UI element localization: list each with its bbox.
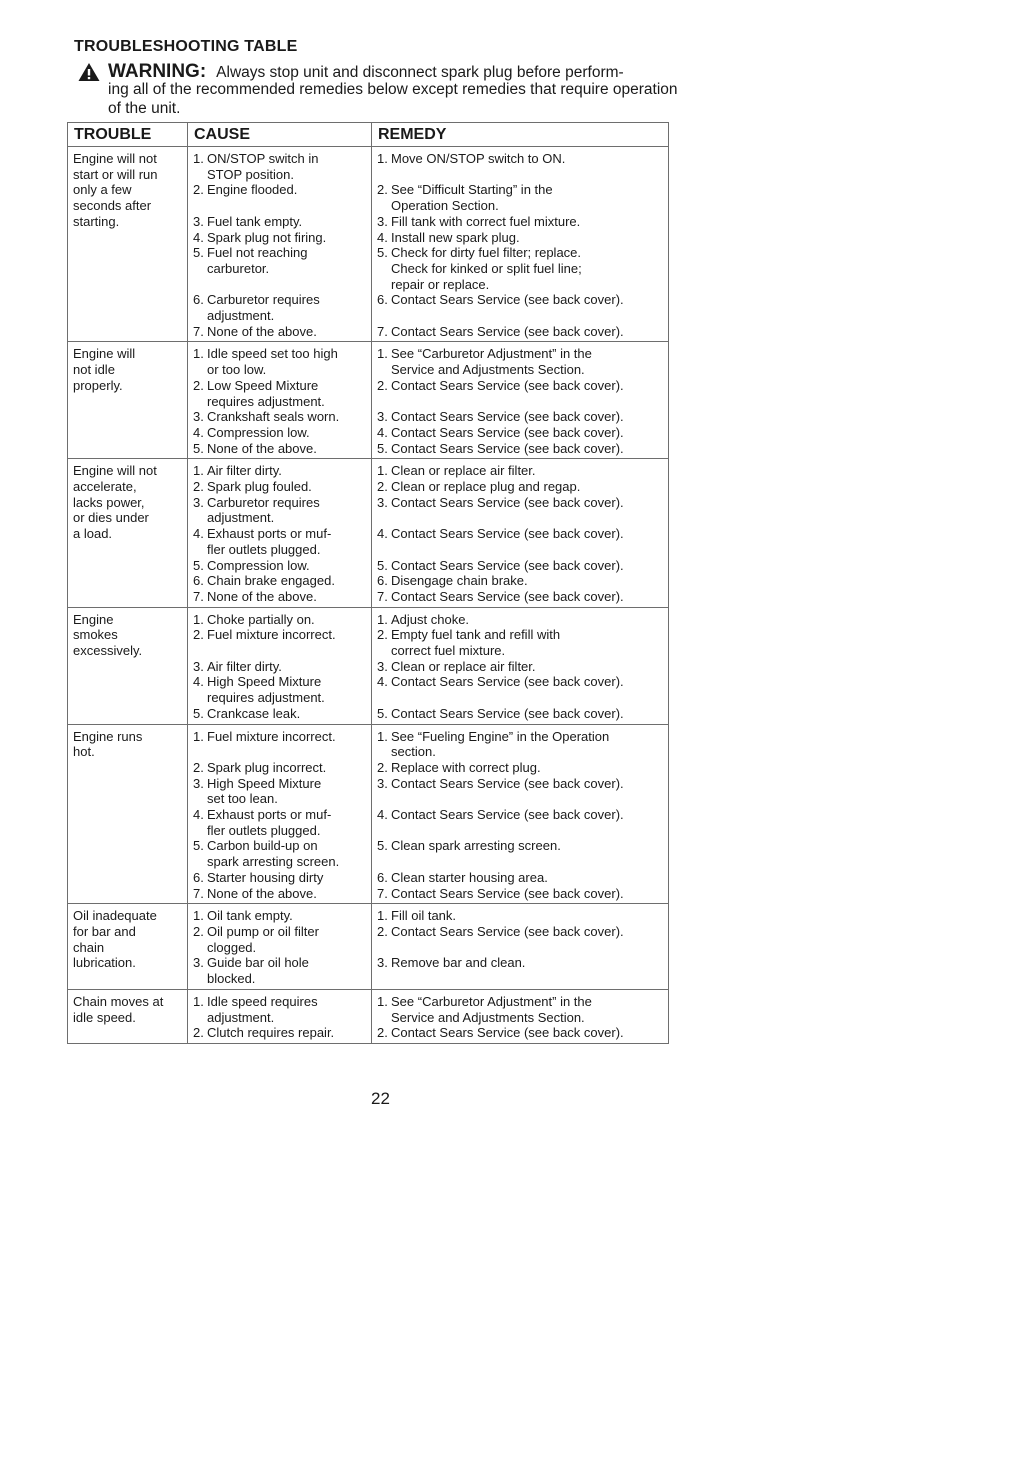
trouble-text: Engine will not accelerate, lacks power, or dies under a load. bbox=[73, 463, 157, 542]
cause-item-number: 1. bbox=[193, 151, 204, 166]
remedy-item-number: 7. bbox=[377, 588, 388, 604]
cause-item bbox=[193, 955, 367, 986]
remedy-item bbox=[377, 526, 664, 542]
remedy-item bbox=[377, 409, 664, 425]
cause-item-text: High Speed Mixture requires adjustment. bbox=[207, 674, 325, 706]
remedy-item bbox=[377, 182, 664, 213]
remedy-item bbox=[377, 378, 664, 394]
cause-item-text: Idle speed set too high or too low. bbox=[207, 346, 338, 378]
cause-item-text: Oil tank empty. bbox=[207, 908, 293, 924]
cause-item-text: None of the above. bbox=[207, 440, 317, 456]
remedy-item-text: Contact Sears Service (see back cover). bbox=[391, 377, 624, 393]
cause-item-text: Choke partially on. bbox=[207, 611, 315, 627]
remedy-item-text: Contact Sears Service (see back cover). bbox=[391, 807, 624, 823]
remedy-item-text: Check for dirty fuel filter; replace. Check for kinked or split fuel line; repair or replace. bbox=[391, 245, 582, 292]
remedy-item-text: Clean spark arresting screen. bbox=[391, 838, 561, 854]
remedy-item-text: See “Difficult Starting” in the Operation Section. bbox=[391, 182, 553, 214]
cause-item-number: 2. bbox=[193, 759, 204, 775]
cause-item bbox=[193, 378, 367, 409]
remedy-item bbox=[377, 589, 664, 605]
cause-item bbox=[193, 573, 367, 589]
trouble-cell bbox=[68, 342, 188, 459]
cause-item bbox=[193, 838, 367, 869]
remedy-item-text: Install new spark plug. bbox=[391, 229, 520, 245]
remedy-item-text: Contact Sears Service (see back cover). bbox=[391, 775, 624, 791]
remedy-item-number: 1. bbox=[377, 346, 388, 362]
cause-item-number: 5. bbox=[193, 245, 204, 261]
cause-item-text: Guide bar oil hole blocked. bbox=[207, 955, 309, 987]
remedy-item bbox=[377, 870, 664, 886]
remedy-item-text: Contact Sears Service (see back cover). bbox=[391, 557, 624, 573]
remedy-item-text: Contact Sears Service (see back cover). bbox=[391, 1025, 624, 1041]
remedy-item-number: 3. bbox=[377, 658, 388, 674]
cause-item-number: 3. bbox=[193, 955, 204, 971]
remedy-item bbox=[377, 627, 664, 658]
remedy-item bbox=[377, 955, 664, 971]
cause-item bbox=[193, 409, 367, 425]
warning-label: WARNING: bbox=[108, 61, 207, 82]
cause-cell bbox=[188, 607, 372, 724]
table-row bbox=[68, 724, 669, 904]
remedy-item bbox=[377, 1025, 664, 1041]
cause-item bbox=[193, 558, 367, 574]
cause-cell bbox=[188, 904, 372, 990]
cause-item bbox=[193, 924, 367, 955]
cause-item bbox=[193, 425, 367, 441]
remedy-cell bbox=[372, 904, 669, 990]
remedy-item-number: 7. bbox=[377, 323, 388, 339]
table-row bbox=[68, 607, 669, 724]
cause-item-text: Exhaust ports or muf- fler outlets plugged. bbox=[207, 526, 332, 557]
cause-item-text: Fuel mixture incorrect. bbox=[207, 627, 336, 643]
cause-item-number: 3. bbox=[193, 409, 204, 425]
page-title: TROUBLESHOOTING TABLE bbox=[74, 38, 298, 55]
remedy-cell bbox=[372, 989, 669, 1043]
header-cause: CAUSE bbox=[188, 123, 372, 147]
remedy-item bbox=[377, 776, 664, 792]
cause-item bbox=[193, 441, 367, 457]
remedy-cell bbox=[372, 147, 669, 342]
remedy-item-number: 6. bbox=[377, 573, 388, 589]
cause-item-text: Fuel mixture incorrect. bbox=[207, 728, 336, 744]
table-row bbox=[68, 989, 669, 1043]
cause-item bbox=[193, 627, 367, 643]
cause-item-text: Exhaust ports or muf- fler outlets plugged. bbox=[207, 807, 332, 838]
remedy-item-text: Fill tank with correct fuel mixture. bbox=[391, 213, 581, 229]
remedy-item bbox=[377, 230, 664, 246]
remedy-item-number: 1. bbox=[377, 463, 388, 479]
cause-item bbox=[193, 706, 367, 722]
remedy-item-number: 4. bbox=[377, 424, 388, 440]
remedy-cell bbox=[372, 342, 669, 459]
table-header-row bbox=[68, 123, 669, 147]
remedy-cell bbox=[372, 607, 669, 724]
remedy-item-number: 2. bbox=[377, 759, 388, 775]
cause-item-text: Carburetor requires adjustment. bbox=[207, 292, 320, 323]
cause-item-number: 1. bbox=[193, 728, 204, 744]
cause-item-number: 4. bbox=[193, 526, 204, 542]
remedy-item-number: 5. bbox=[377, 440, 388, 456]
remedy-item-text: Clean or replace plug and regap. bbox=[391, 479, 581, 495]
cause-item-text: Fuel tank empty. bbox=[207, 213, 303, 229]
table-row bbox=[68, 147, 669, 342]
remedy-item-number: 3. bbox=[377, 213, 388, 229]
cause-item-number: 3. bbox=[193, 494, 204, 510]
remedy-item-text: Contact Sears Service (see back cover). bbox=[391, 494, 624, 510]
cause-item-text: Chain brake engaged. bbox=[207, 573, 335, 589]
remedy-item-number: 5. bbox=[377, 838, 388, 854]
remedy-item-text: Contact Sears Service (see back cover). bbox=[391, 409, 624, 425]
cause-item bbox=[193, 870, 367, 886]
remedy-item bbox=[377, 908, 664, 924]
remedy-item-text: Disengage chain brake. bbox=[391, 573, 528, 589]
cause-item bbox=[193, 463, 367, 479]
remedy-item bbox=[377, 324, 664, 340]
cause-cell bbox=[188, 724, 372, 904]
remedy-item bbox=[377, 463, 664, 479]
cause-item-number: 4. bbox=[193, 229, 204, 245]
cause-item-text: Oil pump or oil filter clogged. bbox=[207, 923, 319, 955]
cause-item-text: None of the above. bbox=[207, 323, 317, 339]
remedy-item bbox=[377, 612, 664, 628]
remedy-item bbox=[377, 994, 664, 1025]
remedy-item-number: 4. bbox=[377, 674, 388, 690]
cause-item-number: 6. bbox=[193, 292, 204, 308]
cause-item-text: High Speed Mixture set too lean. bbox=[207, 775, 322, 807]
remedy-item-number: 2. bbox=[377, 923, 388, 939]
remedy-item-number: 1. bbox=[377, 728, 388, 744]
cause-item-text: Carburetor requires adjustment. bbox=[207, 494, 320, 526]
warning-triangle-icon bbox=[78, 62, 100, 82]
cause-item bbox=[193, 612, 367, 628]
cause-item-number: 2. bbox=[193, 182, 204, 198]
cause-item bbox=[193, 776, 367, 807]
remedy-item bbox=[377, 760, 664, 776]
trouble-text: Engine runs hot. bbox=[73, 728, 143, 760]
remedy-item-number: 5. bbox=[377, 705, 388, 721]
cause-item-number: 1. bbox=[193, 908, 204, 924]
cause-item-number: 6. bbox=[193, 573, 204, 589]
remedy-item-number: 5. bbox=[377, 557, 388, 573]
cause-item-text: Spark plug fouled. bbox=[207, 479, 312, 495]
trouble-text: Chain moves at idle speed. bbox=[73, 993, 164, 1025]
trouble-text: Engine will not idle properly. bbox=[73, 346, 136, 393]
remedy-item bbox=[377, 346, 664, 377]
cause-item bbox=[193, 994, 367, 1025]
cause-item-text: None of the above. bbox=[207, 885, 317, 901]
cause-item-number: 1. bbox=[193, 611, 204, 627]
cause-item bbox=[193, 674, 367, 705]
remedy-item bbox=[377, 886, 664, 902]
cause-item bbox=[193, 346, 367, 377]
cause-item-number: 2. bbox=[193, 627, 204, 643]
trouble-text: Engine smokes excessively. bbox=[73, 611, 143, 659]
trouble-cell bbox=[68, 904, 188, 990]
remedy-item bbox=[377, 479, 664, 495]
warning-text-line1: Always stop unit and disconnect spark plug before perform- bbox=[216, 64, 624, 81]
cause-item bbox=[193, 760, 367, 776]
remedy-item-text: Contact Sears Service (see back cover). bbox=[391, 526, 624, 542]
remedy-item-number: 3. bbox=[377, 494, 388, 510]
cause-item-number: 3. bbox=[193, 213, 204, 229]
remedy-item bbox=[377, 558, 664, 574]
remedy-item bbox=[377, 214, 664, 230]
cause-item-text: Spark plug not firing. bbox=[207, 229, 327, 245]
remedy-item bbox=[377, 674, 664, 690]
remedy-item-number: 2. bbox=[377, 627, 388, 643]
table-row bbox=[68, 342, 669, 459]
remedy-item-number: 7. bbox=[377, 885, 388, 901]
cause-item-number: 7. bbox=[193, 885, 204, 901]
cause-item-number: 1. bbox=[193, 346, 204, 362]
remedy-item bbox=[377, 441, 664, 457]
remedy-item bbox=[377, 924, 664, 940]
remedy-item-number: 2. bbox=[377, 377, 388, 393]
remedy-item-text: Move ON/STOP switch to ON. bbox=[391, 151, 566, 166]
cause-item bbox=[193, 151, 367, 182]
cause-item bbox=[193, 292, 367, 323]
remedy-item-number: 3. bbox=[377, 955, 388, 971]
cause-item-number: 5. bbox=[193, 557, 204, 573]
remedy-item-text: Contact Sears Service (see back cover). bbox=[391, 705, 624, 721]
remedy-item-number: 6. bbox=[377, 869, 388, 885]
remedy-item-text: Contact Sears Service (see back cover). bbox=[391, 588, 624, 604]
remedy-item-text: See “Fueling Engine” in the Operation section. bbox=[391, 728, 610, 760]
trouble-cell bbox=[68, 459, 188, 607]
cause-item bbox=[193, 886, 367, 902]
cause-item-number: 2. bbox=[193, 377, 204, 393]
cause-item-number: 2. bbox=[193, 479, 204, 495]
remedy-item bbox=[377, 573, 664, 589]
remedy-item-text: See “Carburetor Adjustment” in the Service and Adjustments Section. bbox=[391, 993, 592, 1025]
remedy-item-number: 4. bbox=[377, 807, 388, 823]
remedy-item bbox=[377, 245, 664, 292]
cause-item-number: 2. bbox=[193, 1025, 204, 1041]
remedy-cell bbox=[372, 459, 669, 607]
trouble-cell bbox=[68, 989, 188, 1043]
remedy-item-number: 3. bbox=[377, 775, 388, 791]
trouble-text: Engine will not start or will run only a few seconds after starting. bbox=[73, 151, 158, 229]
cause-cell bbox=[188, 342, 372, 459]
remedy-item bbox=[377, 807, 664, 823]
remedy-cell bbox=[372, 724, 669, 904]
remedy-item bbox=[377, 729, 664, 760]
trouble-cell bbox=[68, 607, 188, 724]
remedy-item-text: Empty fuel tank and refill with correct fuel mixture. bbox=[391, 627, 561, 659]
remedy-item-number: 6. bbox=[377, 292, 388, 308]
cause-item-number: 3. bbox=[193, 658, 204, 674]
cause-item-number: 5. bbox=[193, 440, 204, 456]
remedy-item-text: Replace with correct plug. bbox=[391, 759, 541, 775]
cause-item bbox=[193, 1025, 367, 1041]
remedy-item-number: 1. bbox=[377, 908, 388, 924]
cause-item bbox=[193, 526, 367, 557]
cause-item-text: Clutch requires repair. bbox=[207, 1025, 335, 1041]
trouble-text: Oil inadequate for bar and chain lubrication. bbox=[73, 908, 157, 971]
cause-item-text: Idle speed requires adjustment. bbox=[207, 993, 318, 1025]
cause-item-number: 3. bbox=[193, 775, 204, 791]
remedy-item-text: Contact Sears Service (see back cover). bbox=[391, 323, 624, 339]
cause-item bbox=[193, 324, 367, 340]
cause-cell bbox=[188, 989, 372, 1043]
cause-item-number: 4. bbox=[193, 674, 204, 690]
remedy-item bbox=[377, 425, 664, 441]
cause-item-text: Compression low. bbox=[207, 557, 310, 573]
cause-item bbox=[193, 729, 367, 745]
remedy-item-number: 3. bbox=[377, 409, 388, 425]
cause-item-number: 4. bbox=[193, 807, 204, 823]
cause-item bbox=[193, 659, 367, 675]
cause-item-text: Spark plug incorrect. bbox=[207, 759, 327, 775]
cause-item-text: Engine flooded. bbox=[207, 182, 298, 198]
remedy-item bbox=[377, 151, 664, 167]
cause-cell bbox=[188, 147, 372, 342]
cause-item-text: None of the above. bbox=[207, 588, 317, 604]
remedy-item-text: See “Carburetor Adjustment” in the Service and Adjustments Section. bbox=[391, 346, 592, 378]
cause-item bbox=[193, 230, 367, 246]
remedy-item-number: 1. bbox=[377, 151, 388, 166]
cause-item-text: Crankcase leak. bbox=[207, 705, 301, 721]
trouble-cell bbox=[68, 724, 188, 904]
remedy-item-number: 1. bbox=[377, 611, 388, 627]
cause-item-number: 1. bbox=[193, 463, 204, 479]
cause-item-number: 6. bbox=[193, 869, 204, 885]
cause-item bbox=[193, 589, 367, 605]
remedy-item-text: Contact Sears Service (see back cover). bbox=[391, 440, 624, 456]
remedy-item-number: 2. bbox=[377, 182, 388, 198]
cause-item-text: Starter housing dirty bbox=[207, 869, 324, 885]
remedy-item-text: Clean starter housing area. bbox=[391, 869, 548, 885]
cause-item bbox=[193, 214, 367, 230]
remedy-item-text: Clean or replace air filter. bbox=[391, 658, 536, 674]
remedy-item-number: 1. bbox=[377, 993, 388, 1009]
cause-item-text: Crankshaft seals worn. bbox=[207, 409, 340, 425]
table-row bbox=[68, 459, 669, 607]
cause-item-text: Air filter dirty. bbox=[207, 463, 282, 479]
cause-item-number: 2. bbox=[193, 923, 204, 939]
remedy-item bbox=[377, 838, 664, 854]
cause-item bbox=[193, 495, 367, 526]
remedy-item bbox=[377, 706, 664, 722]
trouble-cell bbox=[68, 147, 188, 342]
remedy-item bbox=[377, 659, 664, 675]
remedy-item-number: 2. bbox=[377, 1025, 388, 1041]
cause-item-text: ON/STOP switch in STOP position. bbox=[207, 151, 319, 182]
remedy-item-text: Contact Sears Service (see back cover). bbox=[391, 923, 624, 939]
cause-item-number: 7. bbox=[193, 588, 204, 604]
remedy-item-number: 2. bbox=[377, 479, 388, 495]
remedy-item-text: Fill oil tank. bbox=[391, 908, 457, 924]
remedy-item-text: Adjust choke. bbox=[391, 611, 470, 627]
remedy-item-number: 4. bbox=[377, 229, 388, 245]
cause-item bbox=[193, 245, 367, 276]
remedy-item-text: Contact Sears Service (see back cover). bbox=[391, 674, 624, 690]
troubleshooting-table bbox=[67, 122, 669, 1044]
header-trouble: TROUBLE bbox=[68, 123, 188, 147]
remedy-item-text: Contact Sears Service (see back cover). bbox=[391, 292, 624, 308]
remedy-item-number: 4. bbox=[377, 526, 388, 542]
cause-item-number: 4. bbox=[193, 424, 204, 440]
cause-item-text: Fuel not reaching carburetor. bbox=[207, 245, 308, 276]
cause-item-number: 5. bbox=[193, 705, 204, 721]
table-row bbox=[68, 904, 669, 990]
cause-cell bbox=[188, 459, 372, 607]
cause-item-text: Air filter dirty. bbox=[207, 658, 282, 674]
remedy-item-number: 5. bbox=[377, 245, 388, 261]
warning-text-continued: ing all of the recommended remedies below except remedies that require operation of the unit. bbox=[108, 81, 678, 117]
header-remedy: REMEDY bbox=[372, 123, 669, 147]
cause-item-text: Low Speed Mixture requires adjustment. bbox=[207, 377, 325, 409]
cause-item-number: 7. bbox=[193, 323, 204, 339]
remedy-item-text: Clean or replace air filter. bbox=[391, 463, 536, 479]
cause-item bbox=[193, 807, 367, 838]
cause-item bbox=[193, 182, 367, 198]
page-number: 22 bbox=[371, 1089, 390, 1108]
remedy-item-text: Remove bar and clean. bbox=[391, 955, 526, 971]
remedy-item bbox=[377, 495, 664, 511]
cause-item bbox=[193, 908, 367, 924]
cause-item-number: 5. bbox=[193, 838, 204, 854]
cause-item bbox=[193, 479, 367, 495]
remedy-item-text: Contact Sears Service (see back cover). bbox=[391, 885, 624, 901]
cause-item-text: Carbon build-up on spark arresting screen. bbox=[207, 838, 340, 870]
cause-item-text: Compression low. bbox=[207, 424, 310, 440]
remedy-item bbox=[377, 292, 664, 308]
remedy-item-text: Contact Sears Service (see back cover). bbox=[391, 424, 624, 440]
cause-item-number: 1. bbox=[193, 993, 204, 1009]
